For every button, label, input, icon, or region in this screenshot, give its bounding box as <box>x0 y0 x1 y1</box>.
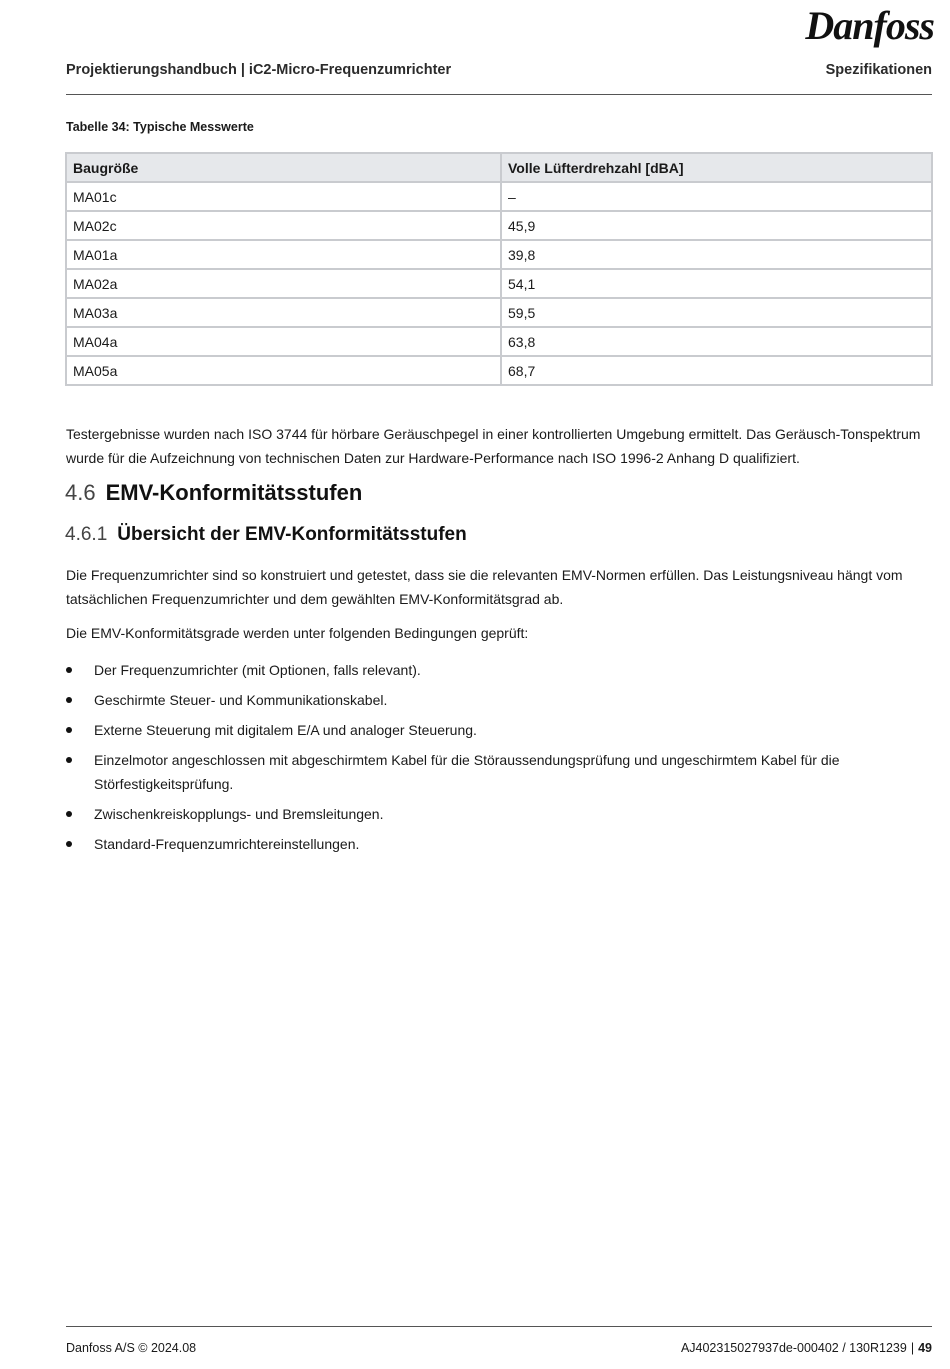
column-header-size: Baugröße <box>66 153 501 182</box>
table-row <box>66 298 932 327</box>
table-header-row <box>66 153 932 182</box>
table-cell-value: 59,5 <box>501 298 932 327</box>
bullet-icon <box>66 757 72 763</box>
section-name: Spezifikationen <box>825 62 932 78</box>
list-item <box>66 658 932 682</box>
bullet-icon <box>66 697 72 703</box>
footer-separator: | <box>910 1341 915 1355</box>
page-number: 49 <box>918 1341 932 1355</box>
subsection-number: 4.6.1 <box>65 524 108 545</box>
table-cell-size: MA01a <box>66 240 501 269</box>
bullet-icon <box>66 727 72 733</box>
section-heading <box>65 480 362 506</box>
table-cell-size: MA03a <box>66 298 501 327</box>
table-cell-size: MA04a <box>66 327 501 356</box>
table-cell-value: 54,1 <box>501 269 932 298</box>
conditions-list <box>66 658 932 862</box>
table-cell-size: MA02c <box>66 211 501 240</box>
table-cell-size: MA02a <box>66 269 501 298</box>
intro-paragraph: Die Frequenzumrichter sind so konstruiert und getestet, dass sie die relevanten EMV-Normen erfüllen. Das Leistungsniveau hängt vom tatsächlichen Frequenzumrichter und dem gewählten EMV-Konformitätsgrad ab. <box>66 567 903 607</box>
bullet-icon <box>66 667 72 673</box>
danfoss-logo: Danfoss <box>805 3 934 48</box>
list-item <box>66 802 932 826</box>
bullet-icon <box>66 811 72 817</box>
list-item-text: Geschirmte Steuer- und Kommunikationskabel. <box>94 692 388 708</box>
table-cell-value: 45,9 <box>501 211 932 240</box>
footer-divider <box>66 1326 932 1327</box>
document-title: Projektierungshandbuch | iC2-Micro-Frequenzumrichter <box>66 62 452 78</box>
subsection-heading <box>65 524 467 546</box>
section-title: EMV-Konformitätsstufen <box>105 480 363 505</box>
column-header-fan-speed: Volle Lüfterdrehzahl [dBA] <box>501 153 932 182</box>
list-item <box>66 748 932 796</box>
list-item-text: Zwischenkreiskopplungs- und Bremsleitungen. <box>94 806 384 822</box>
list-item <box>66 718 932 742</box>
list-item <box>66 688 932 712</box>
table-cell-value: 39,8 <box>501 240 932 269</box>
table-cell-size: MA05a <box>66 356 501 385</box>
list-item-text: Der Frequenzumrichter (mit Optionen, falls relevant). <box>94 662 421 678</box>
table-cell-size: MA01c <box>66 182 501 211</box>
footer-doc-reference <box>681 1341 932 1355</box>
table-cell-value: – <box>501 182 932 211</box>
section-number: 4.6 <box>65 480 96 505</box>
bullet-icon <box>66 841 72 847</box>
table-row <box>66 327 932 356</box>
table-row <box>66 240 932 269</box>
measurement-table <box>65 152 933 386</box>
table-caption: Tabelle 34: Typische Messwerte <box>66 120 254 134</box>
table-cell-value: 68,7 <box>501 356 932 385</box>
list-item <box>66 832 932 856</box>
footer-copyright: Danfoss A/S © 2024.08 <box>66 1341 197 1355</box>
table-row <box>66 182 932 211</box>
table-cell-value: 63,8 <box>501 327 932 356</box>
list-item-text: Externe Steuerung mit digitalem E/A und analoger Steuerung. <box>94 722 477 738</box>
subsection-title: Übersicht der EMV-Konformitätsstufen <box>117 524 467 545</box>
list-item-text: Einzelmotor angeschlossen mit abgeschirmtem Kabel für die Störaussendungsprüfung und ungeschirmtem Kabel für die Störfestigkeitsprüfung. <box>94 752 840 792</box>
table-row <box>66 211 932 240</box>
table-row <box>66 269 932 298</box>
list-item-text: Standard-Frequenzumrichtereinstellungen. <box>94 836 360 852</box>
conditions-paragraph: Die EMV-Konformitätsgrade werden unter folgenden Bedingungen geprüft: <box>66 625 529 641</box>
header-divider <box>66 94 932 95</box>
document-id: AJ402315027937de-000402 / 130R1239 <box>680 1341 907 1355</box>
test-results-paragraph: Testergebnisse wurden nach ISO 3744 für hörbare Geräuschpegel in einer kontrollierten Umgebung ermittelt. Das Geräusch-Tonspektrum wurde für die Aufzeichnung von technischen Daten zur Hardware-Performance nach ISO 1996-2 Anhang D qualifiziert. <box>66 426 921 466</box>
table-row <box>66 356 932 385</box>
